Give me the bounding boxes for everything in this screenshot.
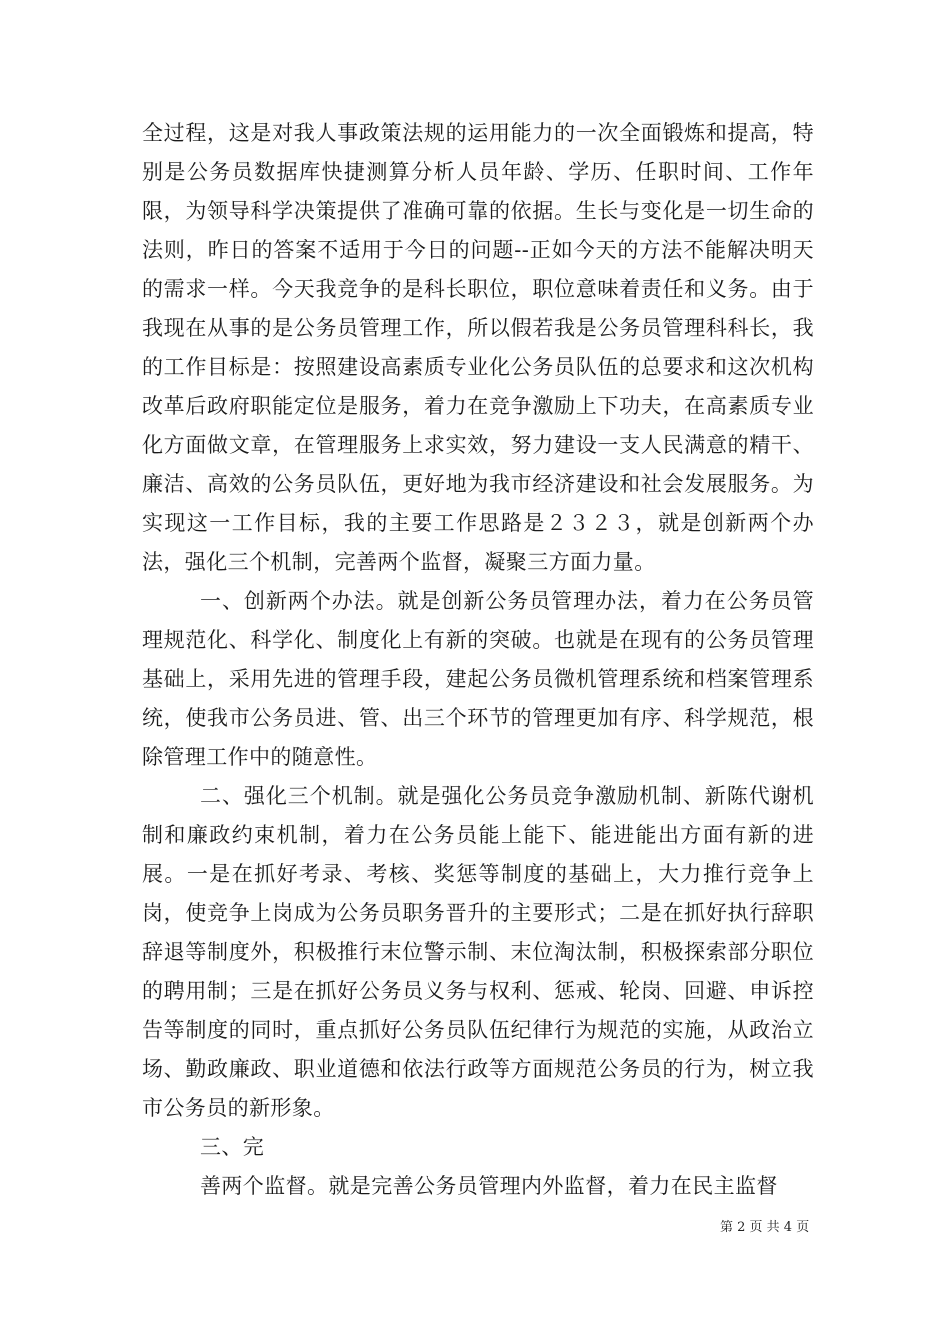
paragraph-section-two: 二、强化三个机制。就是强化公务员竞争激励机制、新陈代谢机制和廉政约束机制，着力在公务员能上能下、能进能出方面有新的进展。一是在抓好考录、考核、奖惩等制度的基础上，大力推行竞争上岗，使竞争上岗成为公务员职务晋升的主要形式；二是在抓好执行辞职辞退等制度外，积极推行末位警示制、末位淘汰制，积极探索部分职位的聘用制；三是在抓好公务员义务与权利、惩戒、轮岗、回避、申诉控告等制度的同时，重点抓好公务员队伍纪律行为规范的实施，从政治立场、勤政廉政、职业道德和依法行政等方面规范公务员的行为，树立我市公务员的新形象。: [142, 784, 814, 1120]
page-number-footer: 第 2 页 共 4 页: [720, 1220, 810, 1235]
document-body: [142, 114, 814, 1206]
paragraph-section-three-heading: 三、完: [200, 1135, 265, 1159]
paragraph-intro: 全过程，这是对我人事政策法规的运用能力的一次全面锻炼和提高，特别是公务员数据库快捷测算分析人员年龄、学历、任职时间、工作年限，为领导科学决策提供了准确可靠的依据。生长与变化是一切生命的法则，昨日的答案不适用于今日的问题--正如今天的方法不能解决明天的需求一样。今天我竞争的是科长职位，职位意味着责任和义务。由于我现在从事的是公务员管理工作，所以假若我是公务员管理科科长，我的工作目标是：按照建设高素质专业化公务员队伍的总要求和这次机构改革后政府职能定位是服务，着力在竞争激励上下功夫，在高素质专业化方面做文章，在管理服务上求实效，努力建设一支人民满意的精干、廉洁、高效的公务员队伍，更好地为我市经济建设和社会发展服务。为实现这一工作目标，我的主要工作思路是２３２３，就是创新两个办法，强化三个机制，完善两个监督，凝聚三方面力量。: [142, 121, 814, 574]
paragraph-section-one: 一、创新两个办法。就是创新公务员管理办法，着力在公务员管理规范化、科学化、制度化上有新的突破。也就是在现有的公务员管理基础上，采用先进的管理手段，建起公务员微机管理系统和档案管理系统，使我市公务员进、管、出三个环节的管理更加有序、科学规范，根除管理工作中的随意性。: [142, 589, 814, 769]
paragraph-section-three-body: 善两个监督。就是完善公务员管理内外监督，着力在民主监督: [200, 1174, 778, 1198]
